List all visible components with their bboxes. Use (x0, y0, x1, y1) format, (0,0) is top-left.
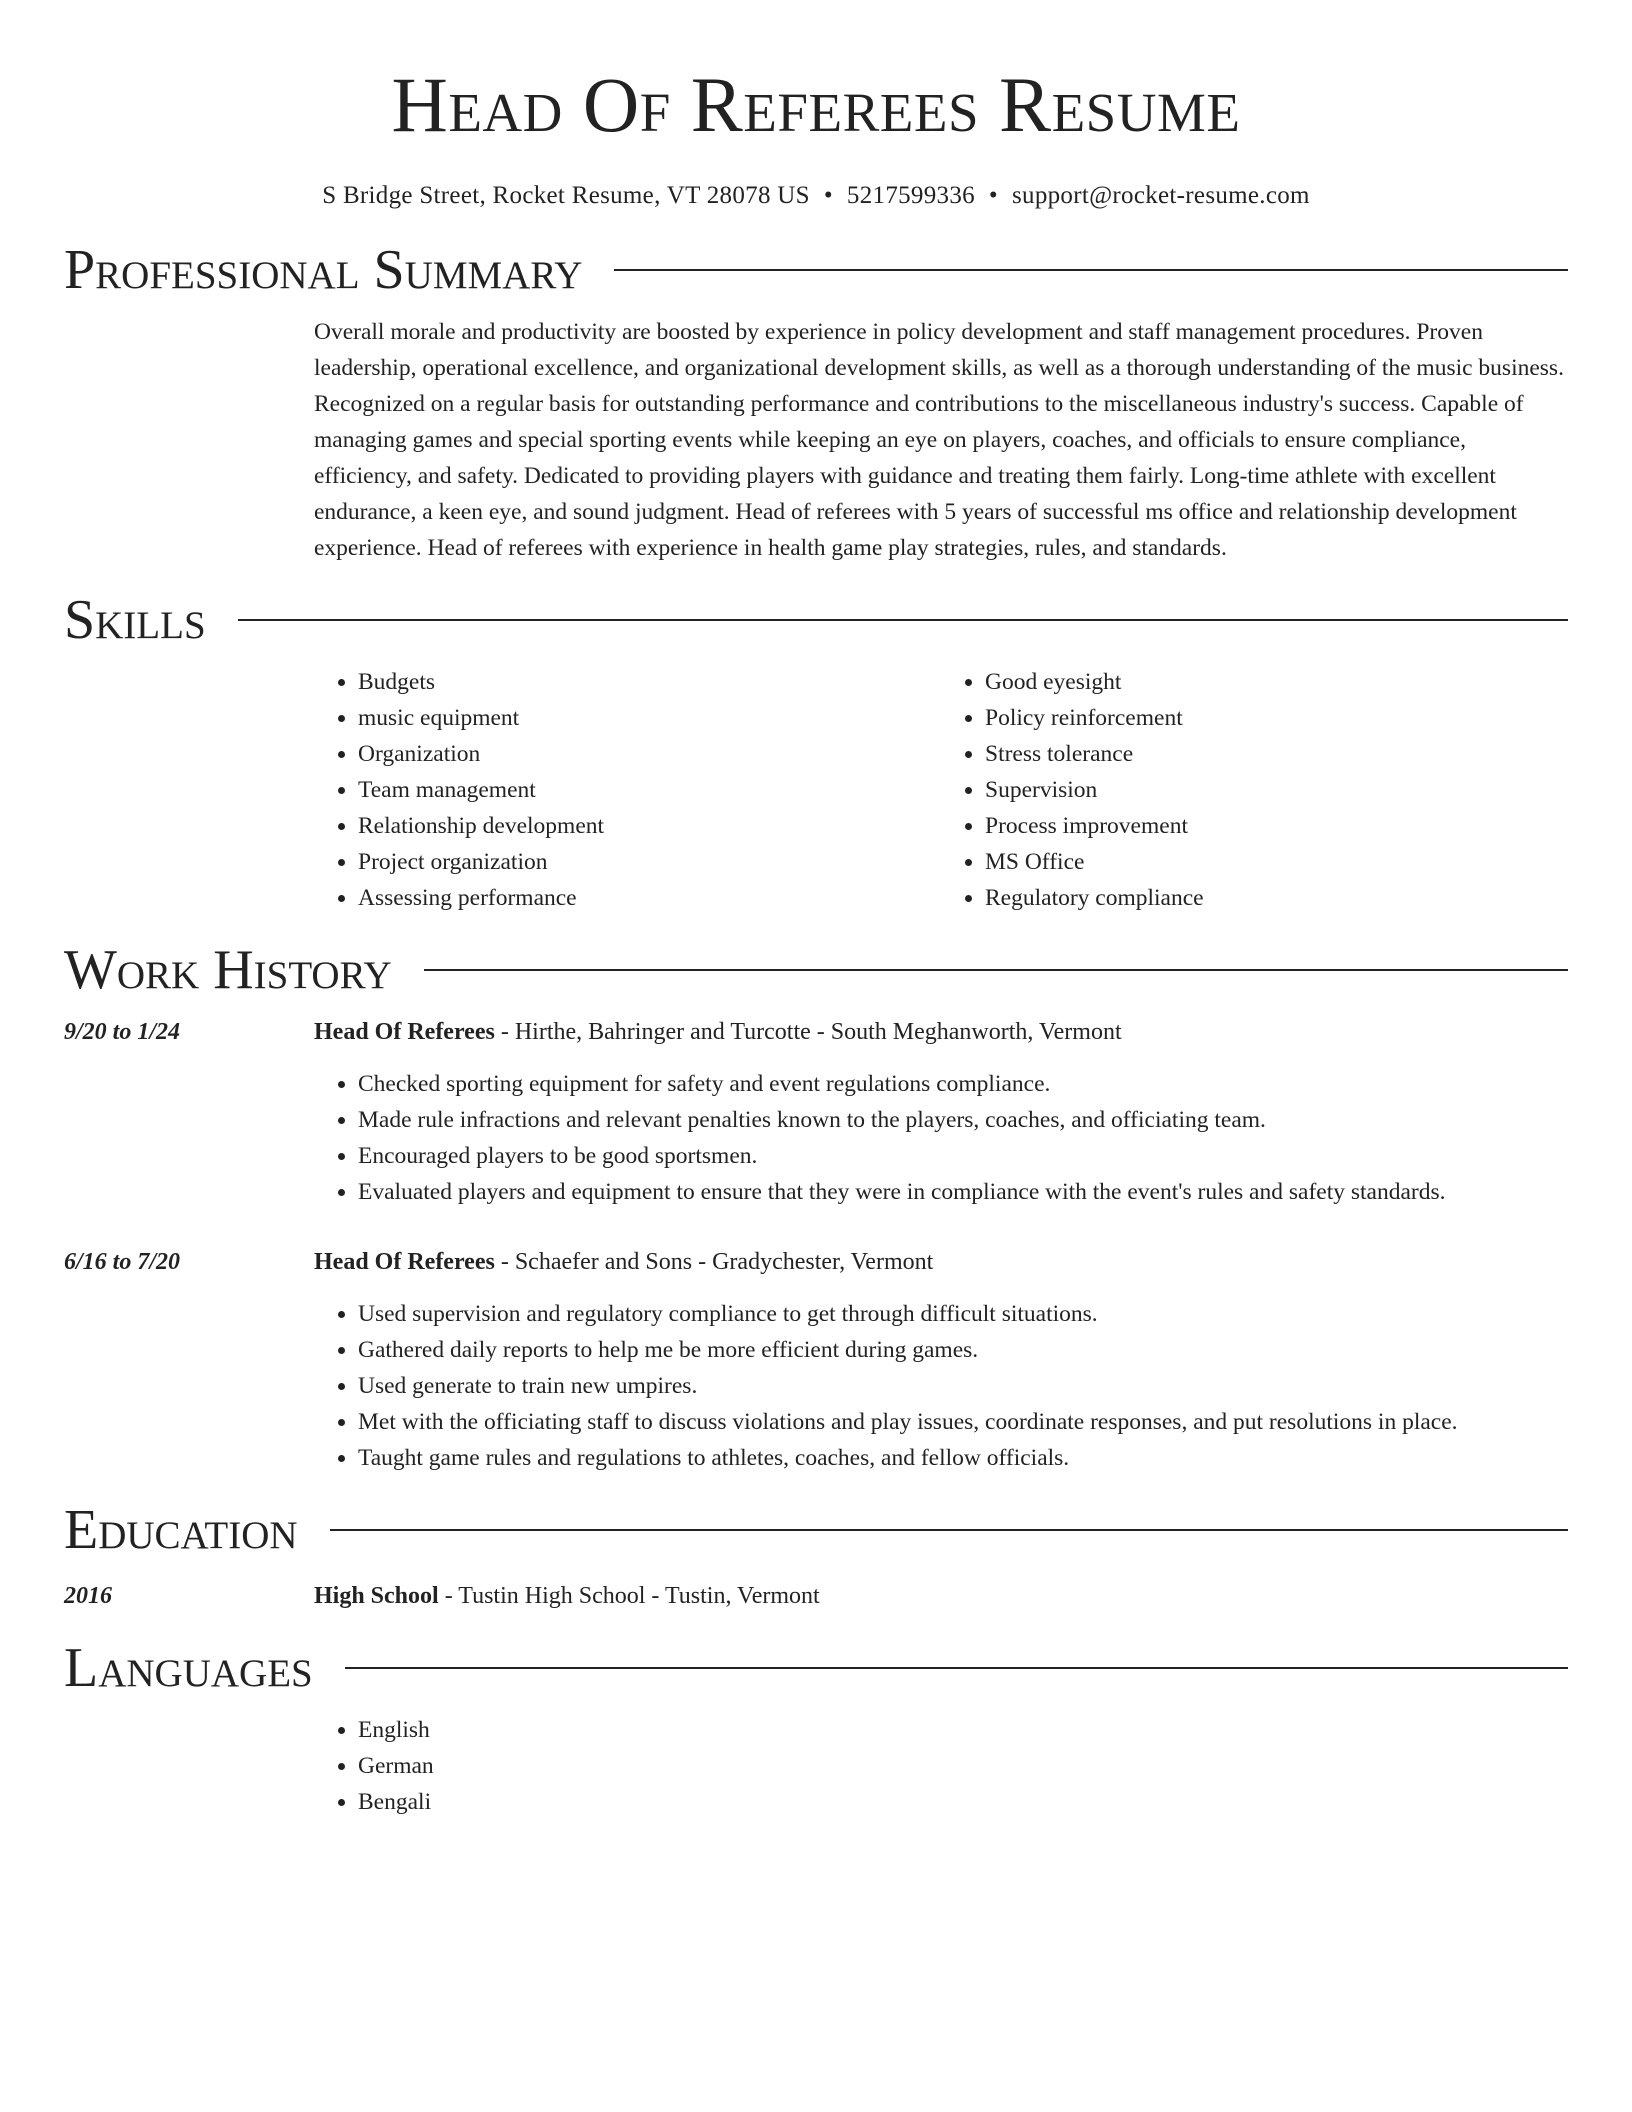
work-section (64, 940, 1568, 1476)
skill-item: • Organization (358, 736, 941, 772)
languages-header (64, 1638, 1568, 1698)
work-header (64, 940, 1568, 1000)
job-body (314, 1244, 1568, 1476)
skill-item: • Budgets (358, 664, 941, 700)
education-school: - Tustin High School - Tustin, Vermont (438, 1583, 820, 1609)
job-role: Head Of Referees (314, 1019, 495, 1045)
section-divider (330, 1529, 1568, 1531)
summary-body (314, 314, 1568, 566)
duty-item: • Made rule infractions and relevant penalties known to the players, coaches, and officiating team. (358, 1102, 1568, 1138)
skill-item: • Stress tolerance (985, 736, 1568, 772)
summary-heading: Professional Summary (64, 239, 583, 301)
skill-item: • MS Office (985, 844, 1568, 880)
contact-line (64, 182, 1568, 210)
languages-section (64, 1638, 1568, 1820)
job-company: - Schaefer and Sons - Gradychester, Vermont (494, 1249, 934, 1275)
job-date: 6/16 to 7/20 (64, 1249, 181, 1275)
skill-item: • music equipment (358, 700, 941, 736)
job-title-line (314, 1244, 1568, 1280)
education-date: 2016 (64, 1583, 112, 1609)
duty-item: • Encouraged players to be good sportsmen. (358, 1138, 1568, 1174)
duty-item: • Evaluated players and equipment to ensure that they were in compliance with the event's rules and safety standards. (358, 1174, 1568, 1210)
duty-item: • Met with the officiating staff to discuss violations and play issues, coordinate responses, and put resolutions in place. (358, 1404, 1568, 1440)
skill-item: • Assessing performance (358, 880, 941, 916)
language-item: • German (358, 1748, 1568, 1784)
section-divider (424, 969, 1568, 971)
job-duties (314, 1066, 1568, 1210)
skills-header (64, 590, 1568, 650)
section-divider (238, 619, 1568, 621)
language-item: • Bengali (358, 1784, 1568, 1820)
skill-item: • Relationship development (358, 808, 941, 844)
education-body (314, 1578, 1568, 1614)
resume-title: Head Of Referees Resume (391, 61, 1241, 148)
education-section (64, 1500, 1568, 1614)
languages-body (314, 1712, 1568, 1820)
skills-list-left (314, 664, 941, 916)
job-title-line (314, 1014, 1568, 1050)
languages-list (314, 1712, 1568, 1820)
contact-email: support@rocket-resume.com (1011, 182, 1310, 209)
education-degree: High School (314, 1583, 439, 1609)
section-divider (614, 269, 1568, 271)
duty-item: • Checked sporting equipment for safety and event regulations compliance. (358, 1066, 1568, 1102)
contact-separator: • (823, 182, 833, 209)
skills-list-right (941, 664, 1568, 916)
summary-section (64, 240, 1568, 566)
job-body (314, 1014, 1568, 1210)
contact-phone: 5217599336 (846, 182, 975, 209)
duty-item: • Used supervision and regulatory compliance to get through difficult situations. (358, 1296, 1568, 1332)
education-entry (64, 1578, 1568, 1614)
summary-header (64, 240, 1568, 300)
contact-address: S Bridge Street, Rocket Resume, VT 28078 US (322, 182, 810, 209)
contact-separator: • (988, 182, 998, 209)
section-divider (345, 1667, 1568, 1669)
skill-item: • Regulatory compliance (985, 880, 1568, 916)
skills-heading: Skills (64, 589, 206, 651)
job-role: Head Of Referees (314, 1249, 495, 1275)
skill-item: • Process improvement (985, 808, 1568, 844)
education-heading: Education (64, 1499, 298, 1561)
education-header (64, 1500, 1568, 1560)
skill-item: • Team management (358, 772, 941, 808)
work-heading: Work History (64, 939, 392, 1001)
summary-text: Overall morale and productivity are boosted by experience in policy development and staff management procedures. Proven leadership, operational excellence, and organizational development skills, as well as a thorough understanding of the music business. Recognized on a regular basis for outstanding performance and contributions to the miscellaneous industry's success. Capable of managing games and special sporting events while keeping an eye on players, coaches, and officials to ensure compliance, efficiency, and safety. Dedicated to providing players with guidance and treating them fairly. Long-time athlete with excellent endurance, a keen eye, and sound judgment. Head of referees with 5 years of successful ms office and relationship development experience. Head of referees with experience in health game play strategies, rules, and standards. (314, 319, 1564, 561)
languages-heading: Languages (64, 1637, 313, 1699)
job-company: - Hirthe, Bahringer and Turcotte - South Meghanworth, Vermont (494, 1019, 1122, 1045)
skills-section (64, 590, 1568, 916)
language-item: • English (358, 1712, 1568, 1748)
skill-item: • Policy reinforcement (985, 700, 1568, 736)
job-entry (64, 1244, 1568, 1476)
job-duties (314, 1296, 1568, 1476)
skill-item: • Supervision (985, 772, 1568, 808)
skill-item: • Project organization (358, 844, 941, 880)
job-date: 9/20 to 1/24 (64, 1019, 181, 1045)
duty-item: • Used generate to train new umpires. (358, 1368, 1568, 1404)
job-entry (64, 1014, 1568, 1210)
duty-item: • Gathered daily reports to help me be more efficient during games. (358, 1332, 1568, 1368)
skills-grid (314, 664, 1568, 916)
skill-item: • Good eyesight (985, 664, 1568, 700)
duty-item: • Taught game rules and regulations to athletes, coaches, and fellow officials. (358, 1440, 1568, 1476)
